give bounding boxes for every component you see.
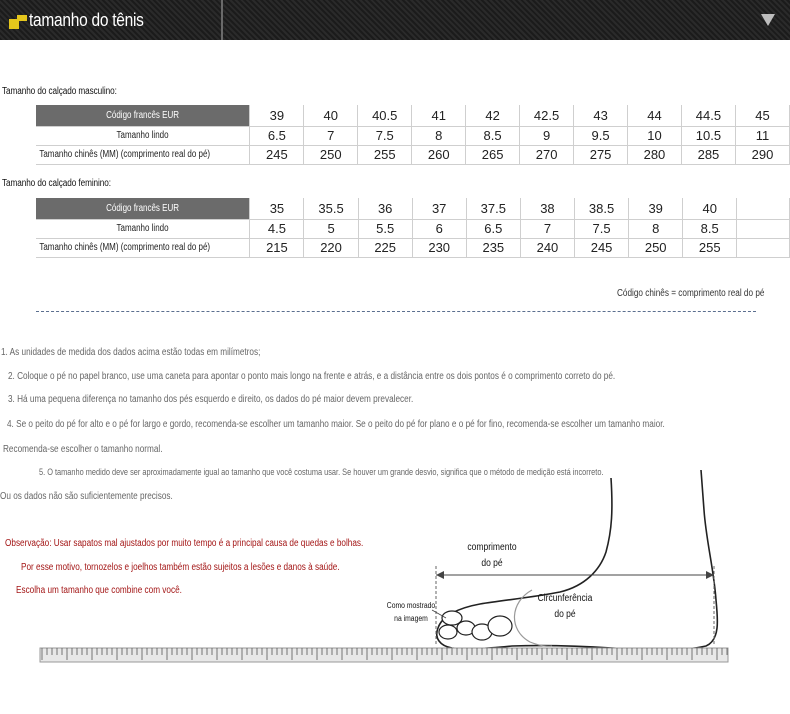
male-size-cell: 40.5 — [358, 105, 412, 126]
female-size-cell: 5 — [304, 219, 358, 238]
male-size-cell: 290 — [736, 145, 790, 164]
female-size-cell: 39 — [629, 198, 683, 219]
triangle-down-icon[interactable] — [761, 14, 775, 26]
male-size-cell: 8.5 — [466, 126, 520, 145]
male-section-label: Tamanho do calçado masculino: — [2, 86, 117, 97]
warning-3: Escolha um tamanho que combine com você. — [16, 585, 182, 596]
male-size-cell: 8 — [412, 126, 466, 145]
female-size-cell: 7.5 — [574, 219, 628, 238]
female-size-cell: 38 — [520, 198, 574, 219]
female-size-cell: 35 — [250, 198, 304, 219]
female-row-us — [36, 219, 790, 238]
female-size-cell: 5.5 — [358, 219, 412, 238]
male-size-cell: 270 — [520, 145, 574, 164]
header-divider — [221, 0, 223, 40]
male-size-cell: 250 — [304, 145, 358, 164]
female-size-cell: 220 — [304, 238, 358, 257]
female-row-header: Tamanho chinês (MM) (comprimento real do pé) — [36, 238, 250, 257]
male-size-cell: 7 — [304, 126, 358, 145]
male-size-cell: 43 — [574, 105, 628, 126]
female-row-cn — [36, 238, 790, 257]
note-4: 4. Se o peito do pé for alto e o pé for largo e gordo, recomenda-se escolher um tamanho maior. Se o peito do pé for plano e o pé for fino, recomenda-se escolher um tamanho maior. — [7, 419, 665, 430]
male-size-cell: 255 — [358, 145, 412, 164]
male-size-cell: 275 — [574, 145, 628, 164]
female-size-cell: 8 — [629, 219, 683, 238]
female-size-cell: 225 — [358, 238, 412, 257]
female-size-cell: 6 — [412, 219, 466, 238]
female-size-cell — [737, 219, 790, 238]
chinese-code-note: Código chinês = comprimento real do pé — [617, 288, 765, 299]
female-size-cell: 6.5 — [466, 219, 520, 238]
female-size-cell: 37 — [412, 198, 466, 219]
dashed-divider — [36, 311, 756, 312]
male-size-cell: 45 — [736, 105, 790, 126]
male-size-cell: 40 — [304, 105, 358, 126]
male-row-cn — [36, 145, 790, 164]
female-row-header: Código francês EUR — [36, 198, 250, 219]
male-size-cell: 10.5 — [681, 126, 735, 145]
female-size-cell: 215 — [250, 238, 304, 257]
male-size-cell: 42 — [466, 105, 520, 126]
male-size-cell: 11 — [736, 126, 790, 145]
logo-icon — [9, 15, 29, 29]
female-row-header: Tamanho lindo — [36, 219, 250, 238]
male-row-eur — [36, 105, 790, 126]
note-2: 2. Coloque o pé no papel branco, use uma caneta para apontar o ponto mais longo na frente e atrás, e a distância entre os dois pontos é o comprimento correto do pé. — [8, 371, 616, 382]
male-row-us — [36, 126, 790, 145]
female-size-cell: 230 — [412, 238, 466, 257]
male-size-cell: 10 — [628, 126, 682, 145]
note-5-cont: Ou os dados não são suficientemente precisos. — [0, 491, 173, 502]
male-size-cell: 9 — [520, 126, 574, 145]
note-1: 1. As unidades de medida dos dados acima estão todas em milímetros; — [1, 347, 261, 358]
male-size-cell: 280 — [628, 145, 682, 164]
female-size-cell: 35.5 — [304, 198, 358, 219]
female-size-cell: 4.5 — [250, 219, 304, 238]
circumference-label-line2: do pé — [554, 609, 576, 620]
male-size-cell: 285 — [681, 145, 735, 164]
male-row-header: Código francês EUR — [36, 105, 250, 126]
foot-drawing — [0, 470, 790, 714]
male-size-cell: 9.5 — [574, 126, 628, 145]
note-5: 5. O tamanho medido deve ser aproximadamente igual ao tamanho que você costuma usar. Se houver um grande desvio, significa que o método de medição está incorreto. — [39, 467, 604, 477]
warning-1: Observação: Usar sapatos mal ajustados por muito tempo é a principal causa de quedas e bolhas. — [5, 538, 364, 549]
female-size-cell — [737, 238, 790, 257]
male-row-header: Tamanho lindo — [36, 126, 250, 145]
male-size-cell: 41 — [412, 105, 466, 126]
female-row-eur — [36, 198, 790, 219]
female-size-cell: 37.5 — [466, 198, 520, 219]
male-size-cell: 260 — [412, 145, 466, 164]
female-section-label: Tamanho do calçado feminino: — [2, 178, 111, 189]
female-size-cell: 38.5 — [574, 198, 628, 219]
male-size-cell: 245 — [250, 145, 304, 164]
female-size-cell: 255 — [683, 238, 737, 257]
female-size-cell: 235 — [466, 238, 520, 257]
foot-measurement-illustration — [0, 470, 790, 714]
length-label-line1: comprimento — [467, 542, 517, 553]
male-size-cell: 44 — [628, 105, 682, 126]
male-size-cell: 265 — [466, 145, 520, 164]
female-size-cell: 250 — [629, 238, 683, 257]
female-size-cell: 245 — [574, 238, 628, 257]
female-size-cell: 8.5 — [683, 219, 737, 238]
male-size-cell: 39 — [250, 105, 304, 126]
male-size-cell: 7.5 — [358, 126, 412, 145]
note-4-cont: Recomenda-se escolher o tamanho normal. — [3, 444, 163, 455]
female-size-table — [36, 198, 790, 258]
shown-label-line1: Como mostrado — [386, 601, 436, 610]
male-size-cell: 44.5 — [681, 105, 735, 126]
warning-2: Por esse motivo, tornozelos e joelhos também estão sujeitos a lesões e danos à saúde. — [21, 562, 340, 573]
circumference-label-line1: Circunferência — [537, 593, 593, 604]
male-row-header: Tamanho chinês (MM) (comprimento real do pé) — [36, 145, 250, 164]
page-title: tamanho do tênis — [29, 10, 144, 30]
male-size-cell: 42.5 — [520, 105, 574, 126]
header-bar — [0, 0, 790, 40]
female-size-cell: 40 — [683, 198, 737, 219]
length-label-line2: do pé — [481, 558, 503, 569]
female-size-cell: 36 — [358, 198, 412, 219]
female-size-cell: 7 — [520, 219, 574, 238]
male-size-cell: 6.5 — [250, 126, 304, 145]
male-size-table — [36, 105, 790, 165]
shown-label-line2: na imagem — [394, 614, 428, 623]
female-size-cell: 240 — [520, 238, 574, 257]
female-size-cell — [737, 198, 790, 219]
note-3: 3. Há uma pequena diferença no tamanho dos pés esquerdo e direito, os dados do pé maior devem prevalecer. — [8, 394, 414, 405]
